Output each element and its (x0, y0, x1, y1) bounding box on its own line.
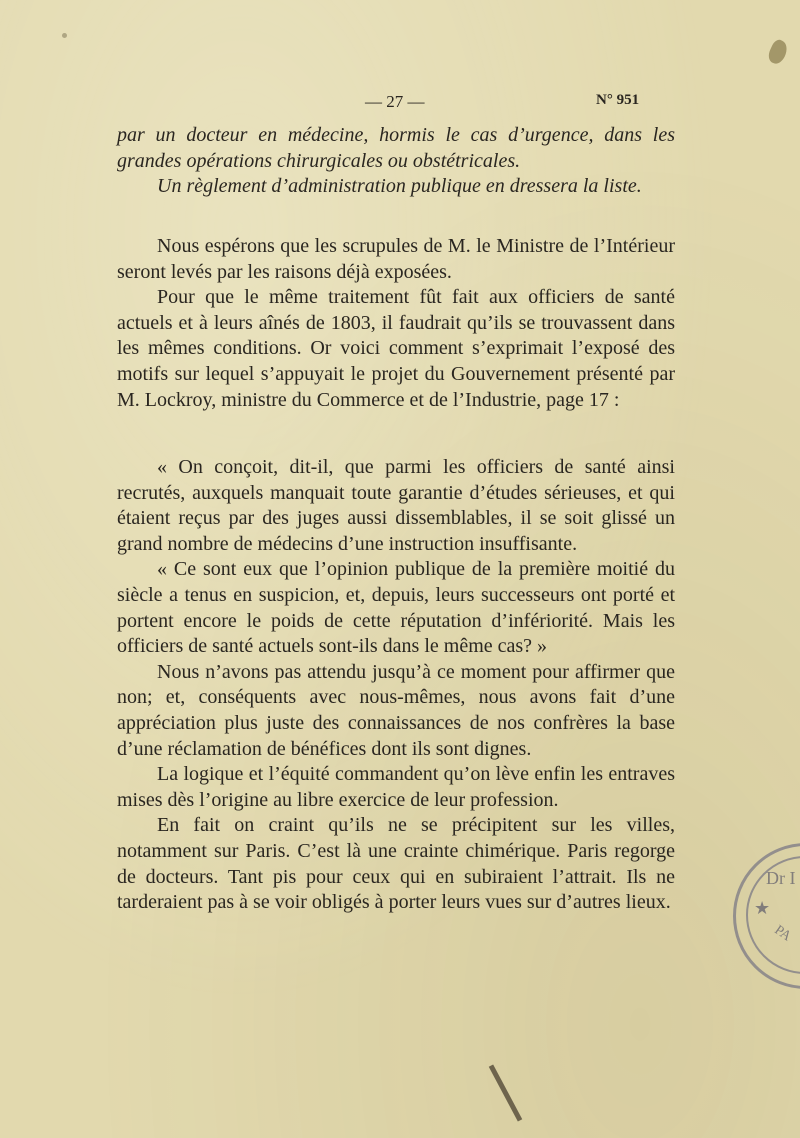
paragraph: par un docteur en médecine, hormis le cas d’urgence, dans les grandes opérations chirurgicales ou obstétricales. (117, 124, 675, 172)
paper-speck (62, 33, 67, 38)
paragraph: Un règlement d’administration publique en dressera la liste. (157, 175, 642, 198)
page-header (0, 92, 800, 120)
page-number: — 27 — (365, 92, 425, 111)
stamp-text: PA (771, 922, 794, 945)
library-stamp (733, 843, 800, 989)
paragraph: En fait on craint qu’ils ne se précipitent sur les villes, notamment sur Paris. C’est là une crainte chimérique. Paris regorge de docteurs. Tant pis pour ceux qui en subiraient l’attrait. Ils ne tarderaient pas à se voir obligés à porter leurs vues sur d’autres lieux. (117, 814, 675, 914)
body-block (117, 234, 675, 413)
star-icon: ★ (754, 898, 771, 918)
paragraph: Nous espérons que les scrupules de M. le Ministre de l’Intérieur seront levés par les raisons déjà exposées. (117, 235, 675, 283)
paragraph: Pour que le même traitement fût fait aux officiers de santé actuels et à leurs aînés de 1803, il faudrait qu’ils se trouvassent dans les mêmes conditions. Or voici comment s’exprimait l’exposé des motifs sur lequel s’appuyait le projet du Gouvernement présenté par M. Lockroy, ministre du Commerce et de l’Industrie, page 17 : (117, 286, 675, 411)
stamp-text: Dr I (766, 868, 796, 888)
paragraph: Nous n’avons pas attendu jusqu’à ce moment pour affirmer que non; et, conséquents avec nous-mêmes, nous avons fait d’une appréciation plus juste des connaissances de nos confrères la base d’une réclamation de bénéfices dont ils sont dignes. (117, 660, 675, 760)
italic-block (117, 123, 675, 200)
quote-block (117, 455, 675, 916)
quote-paragraph: « Ce sont eux que l’opinion publique de la première moitié du siècle a tenus en suspicion, et, depuis, leurs successeurs ont porté et portent encore le poids de cette réputation d’infériorité. Mais les officiers de santé actuels sont-ils dans le même cas? » (117, 558, 675, 658)
ink-blot (766, 38, 791, 67)
quote-paragraph: « On conçoit, dit-il, que parmi les officiers de santé ainsi recrutés, auxquels manquait toute garantie d’études sérieuses, et qui étaient reçus par des juges aussi dissemblables, il se soit glissé un grand nombre de médecins d’une instruction insuffisante. (117, 456, 675, 555)
pen-mark (489, 1064, 523, 1121)
paragraph: La logique et l’équité commandent qu’on lève enfin les entraves mises dès l’origine au libre exercice de leur profession. (117, 763, 675, 811)
document-number: N° 951 (596, 92, 640, 108)
